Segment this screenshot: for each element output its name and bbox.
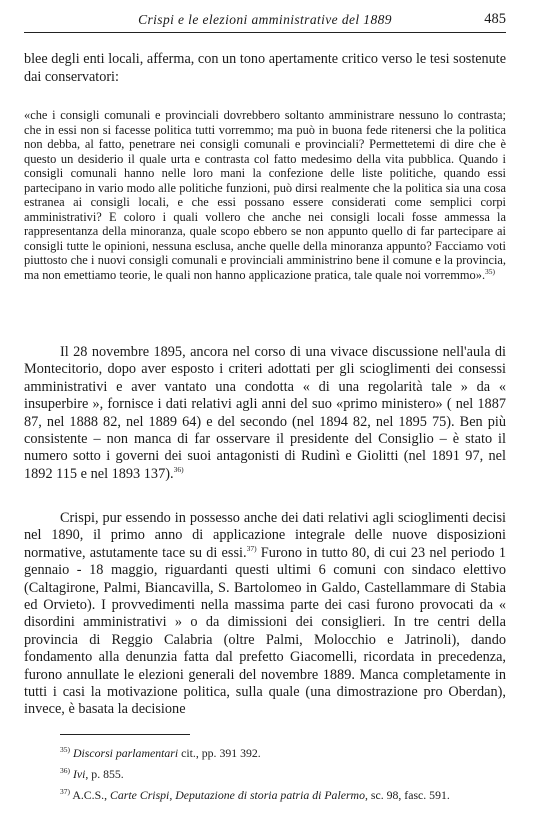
page-number: 485 [484, 11, 506, 27]
running-title: Crispi e le elezioni amministrative del 1889 [138, 12, 392, 27]
footnote-mark: 36) [60, 766, 70, 776]
body-paragraph-2 [24, 510, 506, 719]
intro-paragraph: blee degli enti locali, afferma, con un tono apertamente critico verso le tesi sostenute dai conservatori: [24, 51, 506, 85]
footnote-detail: , p. 855. [85, 767, 124, 781]
footnote-36 [60, 767, 506, 782]
paragraph-2-text-a: Crispi, pur essendo in possesso anche dei dati relativi agli scioglimenti decisi nel 1890, il primo anno di applicazione integrale delle nuove disposizioni normative, astutamente tace su di essi. [24, 510, 506, 561]
quote-text: «che i consigli comunali e provinciali dovrebbero soltanto amministrare nessuno lo contrasta; che in essi non si facesse politica tutti vorremmo; ma può in buona fede ritenersi che la politica non debba, al fatto, penetrare nei consigli comunali e provinciali? Permettetemi di dire che è questo un desiderio il quale urta e contrasta col fatto medesimo della vita pubblica. Quando i consigli comunali hanno nelle loro mani la confezione delle liste politiche, quando essi partecipano in vario modo alle politiche funzioni, può dirsi realmente che la politica sia una cosa estranea ai consigli locali, e che essi possano essere considerati come semplici corpi amministrativi? E coloro i quali vollero che anche nei consigli locali fosse ammessa la rappresentanza della minoranza, quale scopo ebbero se non appunto quello di far partecipare ai consigli tutte le opinioni, nessuna esclusa, anche quelle della minoranza appunto? Facciamo voti piuttosto che i nuovi consigli comunali e provinciali amministrino bene il comune e la provincia, ma non emettiamo teorie, le quali non hanno applicazione pratica, tale quale noi vorremmo». [24, 108, 506, 283]
footnote-title: Discorsi parlamentari [72, 746, 179, 760]
paragraph-2-text-b: Furono in tutto 80, di cui 23 nel periodo 1 gennaio - 18 maggio, riguardanti questi ultimi 6 comuni con sindaco elettivo (Caltagirone, Palmi, Biancavilla, S. Bartolomeo in Galdo, Castellammare di Stabia ed Orvieto). I provvedimenti nella massima parte dei casi furono provocati da « disordini amministrativi » o da dimissioni dei consiglieri. In tre centri della provincia di Reggio Calabria (oltre Palmi, Molocchio e Jatrinoli), dando fondamento alla denunzia fatta dal prefetto Giacomelli, ricordata in precedenza, furono annullate le elezioni generali del novembre 1889. Manca completamente in tutti i casi la motivazione politica, sulla quale (una dimostrazione pro Oberdan), invece, è basata la decisione [24, 544, 506, 718]
body-paragraph-1 [24, 344, 506, 483]
footnote-title: Carte Crispi, Deputazione di storia patria di Palermo [110, 788, 365, 802]
footnote-detail: , sc. 98, fasc. 591. [364, 788, 450, 802]
footnote-ref-35: 35) [485, 266, 496, 276]
footnote-ref-37: 37) [246, 544, 257, 554]
footnote-37 [60, 788, 506, 803]
running-head [24, 10, 506, 33]
footnote-ref-36: 36) [173, 465, 184, 475]
footnote-35 [60, 746, 506, 761]
footnote-detail: cit., pp. 391 392. [178, 746, 261, 760]
footnote-prefix: A.C.S., [72, 788, 111, 802]
paragraph-1-text: Il 28 novembre 1895, ancora nel corso di una vivace discussione nell'aula di Montecitorio, dopo aver esposto i criteri adottati per gli scioglimenti dei consessi amministrativi e aver vantato una condotta « di una regolarità tale » da « insuperbire », fornisce i dati relativi agli anni del suo «primo ministero» ( nel 1887 87, nel 1888 82, nel 1889 64) e del secondo (nel 1894 82, nel 1895 75). Ben più consistente – non manca di far osservare il presidente del Consiglio – è stato il numero sotto i governi dei suoi antagonisti di Rudinì e Giolitti (nel 1891 97, nel 1892 115 e nel 1893 137). [24, 344, 506, 482]
footnote-mark: 35) [60, 745, 70, 755]
footnote-separator [60, 734, 190, 735]
footnote-mark: 37) [60, 787, 70, 797]
footnote-title: Ivi [72, 767, 86, 781]
parliamentary-quote [24, 108, 506, 283]
